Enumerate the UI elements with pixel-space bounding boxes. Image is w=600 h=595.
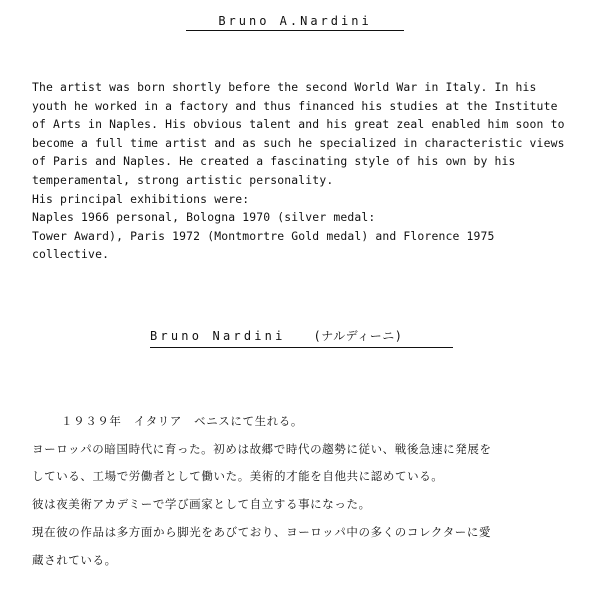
japanese-heading-name: Bruno Nardini (150, 329, 286, 343)
english-bio-line: Naples 1966 personal, Bologna 1970 (silver medal: (32, 210, 376, 225)
english-bio-line: collective. (32, 247, 110, 262)
japanese-heading (150, 327, 453, 348)
english-biography (32, 78, 592, 264)
english-bio-line: youth he worked in a factory and thus financed his studies at the Institute (32, 98, 558, 113)
japanese-heading-kana: (ナルディーニ) (313, 329, 403, 343)
english-bio-line: Tower Award), Paris 1972 (Montmortre Gold medal) and Florence 1975 (32, 228, 495, 243)
japanese-bio-line: ヨーロッパの暗国時代に育った。初めは故郷で時代の趨勢に従い、戦後急速に発展を (32, 441, 492, 456)
english-bio-line: temperamental, strong artistic personality. (32, 172, 334, 187)
japanese-bio-line: 蔵されている。 (32, 552, 117, 567)
japanese-biography (32, 408, 592, 574)
english-bio-line: His principal exhibitions were: (32, 191, 250, 206)
english-bio-line: The artist was born shortly before the second World War in Italy. In his (32, 80, 537, 94)
english-bio-line: of Paris and Naples. He created a fascinating style of his own by his (32, 154, 516, 169)
japanese-bio-line: 現在彼の作品は多方面から脚光をあびており、ヨーロッパ中の多くのコレクターに愛 (32, 524, 492, 539)
english-bio-line: of Arts in Naples. His obvious talent and his great zeal enabled him soon to (32, 117, 565, 132)
english-bio-line: become a full time artist and as such he specialized in characteristic views (32, 135, 565, 150)
japanese-bio-line: している、工場で労働者として働いた。美術的才能を自他共に認めている。 (32, 469, 444, 484)
japanese-bio-line: 彼は夜美術アカデミーで学び画家として自立する事になった。 (32, 497, 371, 512)
english-heading: Bruno A.Nardini (186, 14, 404, 31)
japanese-bio-line: １９３９年 イタリア ベニスにて生れる。 (61, 414, 303, 428)
